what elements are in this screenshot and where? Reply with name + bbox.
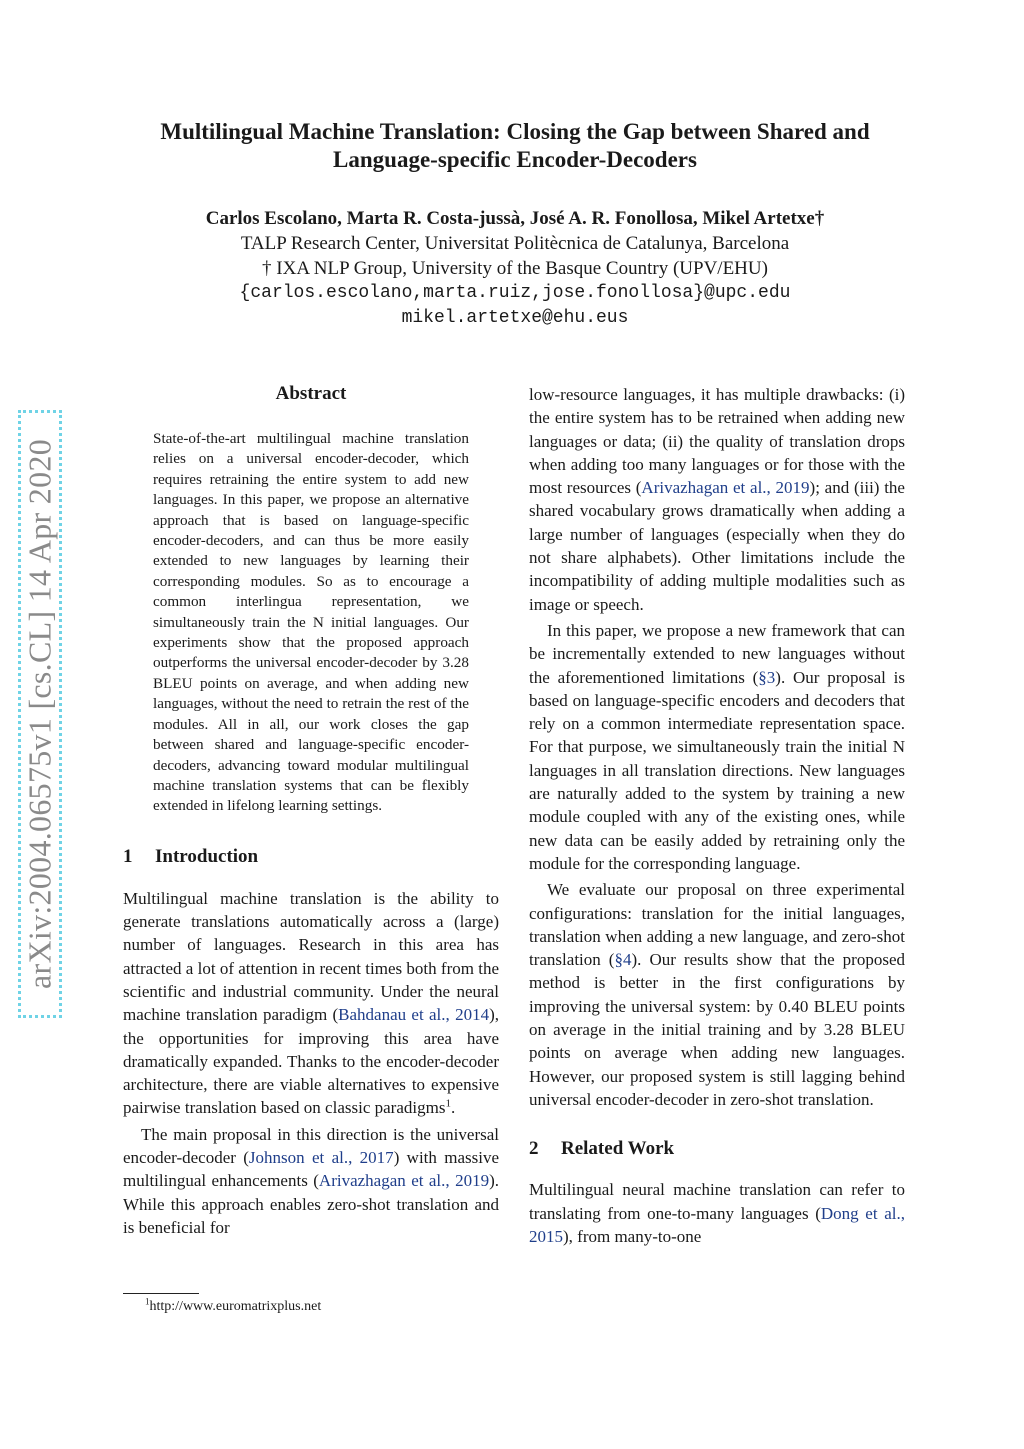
author-block xyxy=(100,206,930,331)
left-column xyxy=(123,382,499,1239)
citation-link[interactable]: Bahdanau et al., 2014 xyxy=(338,1005,490,1025)
text-run: . xyxy=(450,1098,456,1118)
footnote-url[interactable]: http://www.euromatrixplus.net xyxy=(149,1299,322,1314)
section-reference-link[interactable]: §4 xyxy=(614,950,632,970)
affiliation-1: TALP Research Center, Universitat Politècnica de Catalunya, Barcelona xyxy=(240,233,790,254)
paper-title xyxy=(100,118,930,174)
text-run: ). While this approach enables zero-shot translation and is beneficial for xyxy=(123,1171,499,1237)
text-run: We evaluate our proposal on three experimental configurations: translation for the initial languages, translation when adding a new language, and zero-shot translation ( xyxy=(529,880,905,970)
footnote xyxy=(145,1298,321,1316)
footnote-divider xyxy=(123,1293,199,1294)
footnote-marker[interactable]: 1 xyxy=(445,1097,451,1110)
citation-link[interactable]: Arivazhagan et al., 2019 xyxy=(318,1171,490,1191)
related-paragraph-1 xyxy=(529,1178,905,1248)
right-paragraph-3 xyxy=(529,878,905,1111)
text-run: Multilingual neural machine translation can refer to translating from one-to-many languages ( xyxy=(529,1180,905,1223)
text-run: low-resource languages, it has multiple drawbacks: (i) the entire system has to be retrained when adding new languages or data; (ii) the quality of translation drops when adding too many languages or for those with the most resources ( xyxy=(529,385,905,498)
affiliation-2: † IXA NLP Group, University of the Basque Country (UPV/EHU) xyxy=(262,258,768,279)
section-heading-related-work xyxy=(529,1137,905,1161)
section-title: Introduction xyxy=(155,845,259,867)
text-run: ) with massive multilingual enhancements ( xyxy=(123,1147,500,1191)
text-run: ). Our proposal is based on language-specific encoders and decoders that rely on a common intermediate representation space. For that purpose, we simultaneously train the initial N languages in all translation directions. New languages are naturally added to the system by training a new module coupled with any of the existing ones, while new data can be easily added by retraining only the module for the corresponding language. xyxy=(529,667,905,873)
email-line-2: mikel.artetxe@ehu.eus xyxy=(401,308,629,328)
text-run: The main proposal in this direction is the universal encoder-decoder ( xyxy=(123,1124,499,1167)
text-run: ), the opportunities for improving this area have dramatically expanded. Thanks to the encoder-decoder architecture, there are viable alternatives to expensive pairwise translation based on classic paradigms xyxy=(123,1005,500,1118)
title-line-2: Language-specific Encoder-Decoders xyxy=(333,147,697,172)
author-names: Carlos Escolano, Marta R. Costa-jussà, José A. R. Fonollosa, Mikel Artetxe† xyxy=(205,208,825,229)
right-paragraph-2 xyxy=(529,619,905,875)
citation-link[interactable]: Dong et al., 2015 xyxy=(529,1203,905,1246)
abstract-text: State-of-the-art multilingual machine translation relies on a universal encoder-decoder, which requires retraining the entire system to add new languages. In this paper, we propose an alternative approach that is based on language-specific encoder-decoders, and can thus be more easily extended to new languages by learning their corresponding modules. So as to encourage a common interlingua representation, we simultaneously train the N initial languages. Our experiments show that the proposed approach outperforms the universal encoder-decoder by 3.28 BLEU points on average, and when adding new languages, without the need to retrain the rest of the modules. All in all, our work closes the gap between shared and language-specific encoder-decoders, advancing toward modular multilingual machine translation systems that can be flexibly extended in lifelong learning settings. xyxy=(153,430,469,815)
title-line-1: Multilingual Machine Translation: Closing the Gap between Shared and xyxy=(160,119,870,144)
intro-paragraph-2 xyxy=(123,1123,499,1239)
right-paragraph-1 xyxy=(529,383,905,616)
section-number: 1 xyxy=(123,845,133,867)
text-run: In this paper, we propose a new framework that can be incrementally extended to new languages without the aforementioned limitations ( xyxy=(529,620,905,687)
email-line-1: {carlos.escolano,marta.ruiz,jose.fonollosa}@upc.edu xyxy=(239,283,791,303)
text-run: Multilingual machine translation is the ability to generate translations automatically across a (large) number of languages. Research in this area has attracted a lot of attention in recent times both from the scientific and industrial community. Under the neural machine translation paradigm ( xyxy=(123,888,499,1025)
citation-link[interactable]: Arivazhagan et al., 2019 xyxy=(641,478,810,498)
section-reference-link[interactable]: §3 xyxy=(758,667,776,687)
arxiv-stamp xyxy=(18,410,62,1018)
text-run: ), from many-to-one xyxy=(563,1226,702,1246)
text-run: ). Our results show that the proposed method is better in the first configurations by improving the universal system: by 0.40 BLEU points on average in the initial training and by 3.28 BLEU points on average when adding new languages. However, our proposed system is still lagging behind universal encoder-decoder in zero-shot translation. xyxy=(529,950,906,1109)
citation-link[interactable]: Johnson et al., 2017 xyxy=(248,1147,394,1167)
intro-paragraph-1 xyxy=(123,887,499,1120)
section-heading-introduction xyxy=(123,845,499,869)
section-title: Related Work xyxy=(561,1138,675,1160)
abstract-heading: Abstract xyxy=(275,383,347,404)
right-column xyxy=(529,383,905,1248)
footnote-mark: 1 xyxy=(145,1296,150,1307)
section-number: 2 xyxy=(529,1138,539,1160)
arxiv-identifier: arXiv:2004.06575v1 [cs.CL] 14 Apr 2020 xyxy=(21,438,58,990)
text-run: ); and (iii) the shared vocabulary grows dramatically when adding a large number of languages (especially when they do not share alphabets). Other limitations include the incompatibility of adding multiple modalities such as image or speech. xyxy=(529,478,905,614)
